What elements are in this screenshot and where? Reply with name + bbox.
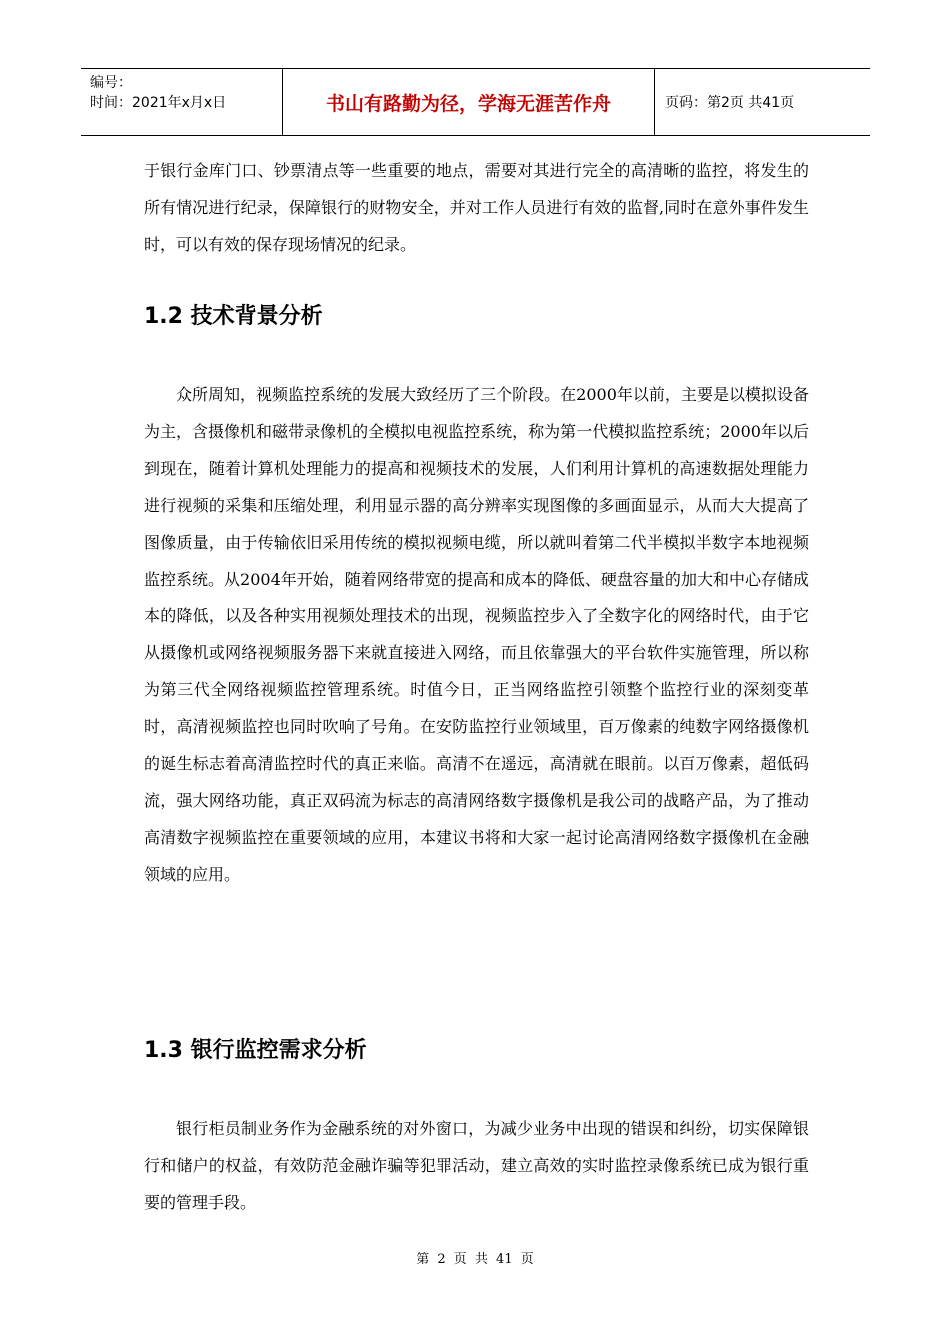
paragraph-continued: 于银行金库门口、钞票清点等一些重要的地点，需要对其进行完全的高清晰的监控，将发生的所有情况进行纪录，保障银行的财物安全，并对工作人员进行有效的监督,同时在意外事件发生时，可以有效的保存现场情况的纪录。: [144, 161, 809, 254]
page-footer: 第 2 页 共 41 页: [416, 1252, 534, 1267]
header-time-label: 时间：2021年x月x日: [90, 95, 227, 111]
section-heading-1-2: 1.2 技术背景分析: [144, 304, 323, 329]
header-motto: 书山有路勤为径，学海无涯苦作舟: [282, 69, 655, 135]
paragraph-bank-requirements: 银行柜员制业务作为金融系统的对外窗口，为减少业务中出现的错误和纠纷，切实保障银行和储户的权益，有效防范金融诈骗等犯罪活动，建立高效的实时监控录像系统已成为银行重要的管理手段。: [144, 1119, 809, 1212]
page-header: [81, 68, 870, 136]
header-number-label: 编号：: [90, 75, 132, 91]
header-page-label: 页码：第2页 共41页: [665, 95, 795, 111]
paragraph-technical-background: 众所周知，视频监控系统的发展大致经历了三个阶段。在2000年以前，主要是以模拟设备为主，含摄像机和磁带录像机的全模拟电视监控系统，称为第一代模拟监控系统；2000年以后到现在，随着计算机处理能力的提高和视频技术的发展，人们利用计算机的高速数据处理能力进行视频的采集和压缩处理，利用显示器的高分辨率实现图像的多画面显示，从而大大提高了图像质量，由于传输依旧采用传统的模拟视频电缆，所以就叫着第二代半模拟半数字本地视频监控系统。从2004年开始，随着网络带宽的提高和成本的降低、硬盘容量的加大和中心存储成本的降低，以及各种实用视频处理技术的出现，视频监控步入了全数字化的网络时代，由于它从摄像机或网络视频服务器下来就直接进入网络，而且依靠强大的平台软件实施管理，所以称为第三代全网络视频监控管理系统。时值今日，正当网络监控引领整个监控行业的深刻变革时，高清视频监控也同时吹响了号角。在安防监控行业领域里，百万像素的纯数字网络摄像机的诞生标志着高清监控时代的真正来临。高清不在遥远，高清就在眼前。以百万像素，超低码流，强大网络功能，真正双码流为标志的高清网络数字摄像机是我公司的战略产品，为了推动高清数字视频监控在重要领域的应用，本建议书将和大家一起讨论高清网络数字摄像机在金融领域的应用。: [144, 385, 809, 884]
section-heading-1-3: 1.3 银行监控需求分析: [144, 1038, 367, 1063]
header-meta: [81, 69, 282, 135]
